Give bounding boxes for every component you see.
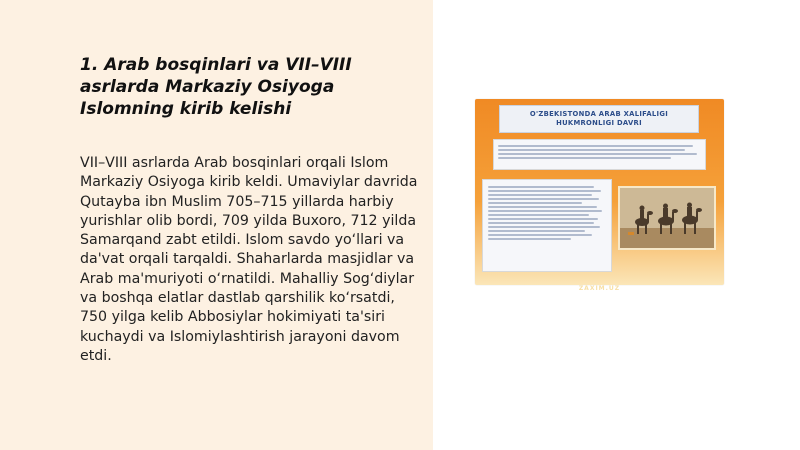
slide-body-text: VII–VIII asrlarda Arab bosqinlari orqali Islom Markaziy Osiyoga kirib keldi. Umaviylar davrida Qutayba ibn Muslim 705–715 yillarda harbiy yurishlar olib bordi, 709 yilda Buxoro, 712 yilda Samarqand zabt etildi. Islom savdo yo‘llari va da'vat orqali tarqaldi. Shaharlarda masjidlar va Arab ma'muriyoti o‘rnatildi. Mahalliy Sog‘diylar va boshqa elatlar dastlab qarshilik ko‘rsatdi, 750 yilga kelib Abbosiylar hokimiyati ta'siri kuchaydi va Islomiylashtirish jarayoni davom etdi. (80, 155, 418, 364)
camel-caravan-photo (618, 186, 716, 250)
poster-text-box-2 (482, 179, 612, 272)
poster-footer-text: ZAXIM.UZ (578, 285, 621, 292)
slide-title: 1. Arab bosqinlari va VII–VIII asrlarda Markaziy Osiyoga Islomning kirib kelishi (80, 55, 352, 119)
poster-header (499, 105, 699, 133)
poster-image (475, 99, 724, 292)
poster-header-line1: O'ZBEKISTONDA ARAB XALIFALIGI (529, 110, 669, 118)
poster-footer (475, 275, 724, 292)
camel-caravan-illustration (620, 188, 714, 248)
poster-text-box (493, 139, 706, 170)
poster-header-line2: HUKMRONLIGI DAVRI (556, 119, 642, 127)
